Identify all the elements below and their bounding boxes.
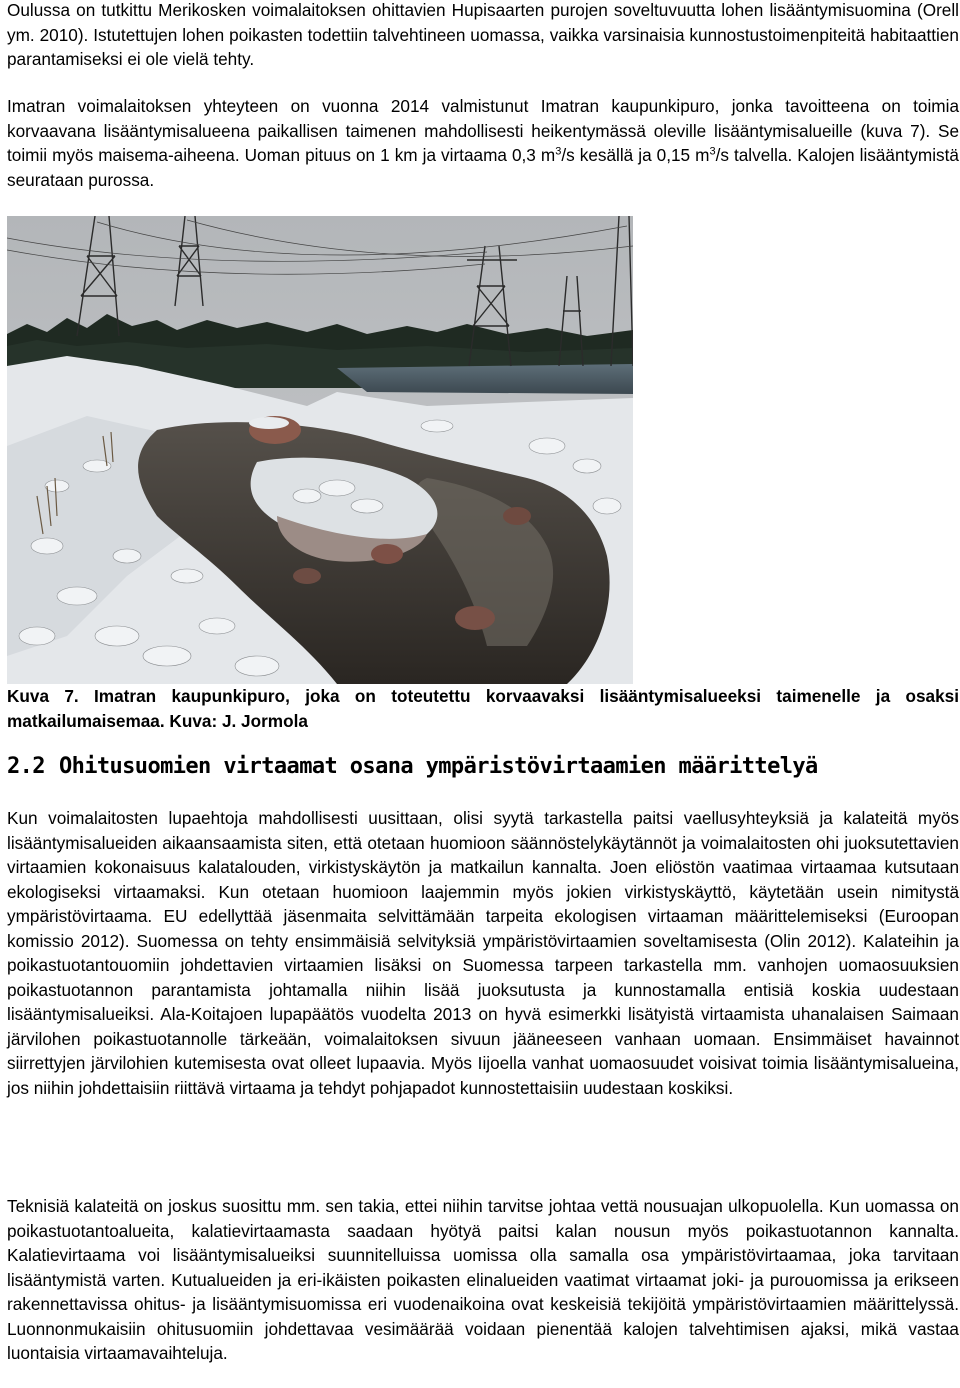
paragraph-hupisaaret: Oulussa on tutkittu Merikosken voimalaitoksen ohittavien Hupisaarten purojen soveltuvuutta lohen lisääntymisuomina (Orell ym. 2010). Istutettujen lohen poikasten todettiin talvehtineen uomassa, vaikka varsinaisia kunnostustoimenpiteitä habitaattien parantamiseksi ei ole vielä tehty. xyxy=(7,0,959,69)
imatra-text-a: Imatran voimalaitoksen yhteyteen on vuonna 2014 valmistunut Imatran kaupunkipuro, jonka tavoitteena on toimia korvaavana lisääntymisalueena paikallisen taimenen mahdollisesti heikentymässä oleville lisääntymisalueille (kuva 7). Se toimii myös maisema-aiheena. Uoman pituus on 1 km ja virtaama 0,3 m xyxy=(7,96,959,165)
paragraph-fishways: Teknisiä kalateitä on joskus suosittu mm. sen takia, ettei niihin tarvitse johtaa vettä nousuajan ulkopuolella. Kun uomassa on poikastuotantoalueita, kalatievirtaamasta saadaan hyötyä paitsi kalan nousun myös poikastuotannon kannalta. Kalatievirtaama voi lisääntymisalueiksi suunnitelluissa uomissa olla samalla osa ympäristövirtaamaa, joka tarvitaan lisääntymistä varten. Kutualueiden ja eri-ikäisten poikasten elinalueiden vaatimat virtaamat joki- ja purouomissa ja erikseen rakennettavissa ohitus- ja lisääntymisuomissa eri vuodenaikoina ovat keskeisiä tekijöitä ympäristövirtaamien määrittelyssä. Luonnonmukaisiin ohitusuomiin johdettavaa vesimäärää voidaan pienentää kalojen talvehtimisen ajaksi, mikä vastaa luontaisia virtaamavaihteluja. xyxy=(7,1196,959,1363)
paragraph-imatra xyxy=(7,94,959,192)
section-title: Ohitusuomien virtaamat osana ympäristövirtaamien määrittelyä xyxy=(58,754,818,779)
section-heading xyxy=(7,752,818,782)
photo-imatra-city-brook xyxy=(7,216,633,684)
imatra-text-c: /s talvella. Kalojen lisääntymistä seurataan purossa. xyxy=(7,145,959,190)
superscript-3: 3 xyxy=(709,145,716,158)
paragraph-environmental-flows: Kun voimalaitosten lupaehtoja mahdollisesti uusittaan, olisi syytä tarkastella paitsi vaellusyhteyksiä ja kalateitä myös lisääntymisalueiden aikaansaamista siten, että otetaan huomioon säännöstelykäytännöt ja voimalaitosten ohi juoksutettavien virtaamien kokonaisuus kalatalouden, virkistyskäytön ja matkailun kannalta. Joen eliöstön vaatimaa virtaamaa kutsutaan ekologiseksi virtaamaksi. Kun otetaan huomioon laajemmin myös jokien virkistyskäyttö, käytetään usein nimitystä ympäristövirtaama. EU edellyttää jäsenmaita selvittämään tarpeita ekologisen virtaaman määrittelemiseksi (Euroopan komissio 2012). Suomessa on tehty ensimmäisiä selvityksiä ympäristövirtaamien soveltamisesta (Olin 2012). Kalateihin ja poikastuotantouomiin johdettavien virtaamien lisäksi on Suomessa tarpeen tarkastella mm. vanhojen uomaosuuksien poikastuotannon parantamista johtamalla niihin lisää juoksutusta ja kunnostamalla entisiä koskia uudestaan lisääntymisalueiksi. Ala-Koitajoen lupapäätös vuodelta 2013 on hyvä esimerkki lisätyistä virtaamista uhanalaisen Saimaan järvilohen poikastuotannolle tärkeään, voimalaitoksen sivuun jääneeseen vanhaan uomaan. Ensimmäiset havainnot siirrettyjen järvilohien kutemisesta ovat olleet lupaavia. Myös Iijoella vanhat uomaosuudet voisivat toimia lisääntymisalueina, jos niihin johdettaisiin riittävä virtaama ja tehdyt pohjapadot kunnostettaisiin uudestaan koskiksi. xyxy=(7,808,959,1098)
superscript-3: 3 xyxy=(555,145,562,158)
imatra-text-b: /s kesällä ja 0,15 m xyxy=(561,145,710,165)
figure-caption: Kuva 7. Imatran kaupunkipuro, joka on toteutettu korvaavaksi lisääntymisalueeksi taimenelle ja osaksi matkailumaisemaa. Kuva: J. Jormola xyxy=(7,686,959,731)
section-number: 2.2 xyxy=(7,754,45,779)
